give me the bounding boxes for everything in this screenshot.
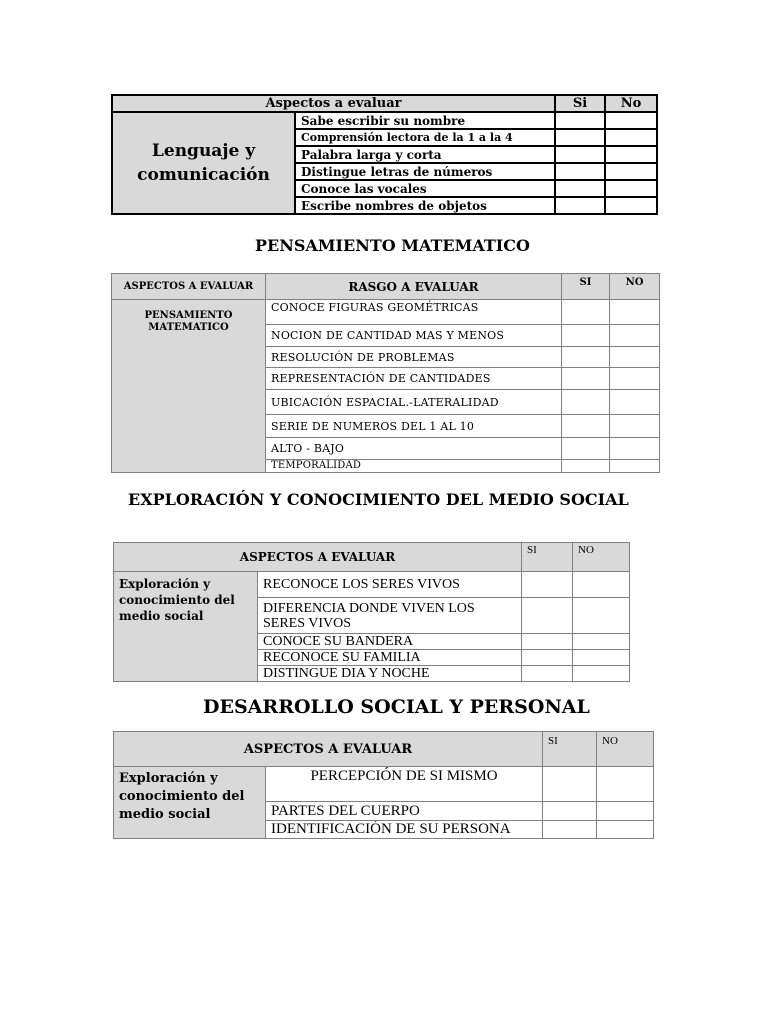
exploracion-item: RECONOCE LOS SERES VIVOS	[258, 572, 522, 598]
si-cell[interactable]	[543, 802, 597, 821]
desarrollo-si-header: SI	[543, 732, 597, 767]
matematico-title: PENSAMIENTO MATEMATICO	[255, 236, 530, 255]
no-cell[interactable]	[610, 368, 660, 390]
desarrollo-no-header: NO	[597, 732, 654, 767]
matematico-item: TEMPORALIDAD	[266, 460, 562, 473]
exploracion-item: DIFERENCIA DONDE VIVEN LOS SERES VIVOS	[258, 598, 522, 634]
exploracion-no-header: NO	[573, 543, 630, 572]
no-cell[interactable]	[610, 438, 660, 460]
si-cell[interactable]	[522, 598, 573, 634]
si-cell[interactable]	[555, 180, 605, 197]
no-cell[interactable]	[573, 598, 630, 634]
no-cell[interactable]	[610, 390, 660, 415]
no-cell[interactable]	[605, 163, 657, 180]
no-cell[interactable]	[610, 347, 660, 368]
si-cell[interactable]	[555, 146, 605, 163]
exploracion-item: DISTINGUE DIA Y NOCHE	[258, 666, 522, 682]
no-cell[interactable]	[597, 767, 654, 802]
lenguaje-header: Aspectos a evaluar	[112, 95, 555, 112]
si-cell[interactable]	[562, 347, 610, 368]
matematico-area: PENSAMIENTO MATEMATICO	[112, 300, 266, 473]
matematico-item: REPRESENTACIÓN DE CANTIDADES	[266, 368, 562, 390]
si-cell[interactable]	[562, 438, 610, 460]
no-cell[interactable]	[605, 197, 657, 214]
desarrollo-header: ASPECTOS A EVALUAR	[114, 732, 543, 767]
desarrollo-area: Exploración y conocimiento del medio social	[114, 767, 266, 839]
si-cell[interactable]	[555, 129, 605, 146]
matematico-si-header: SI	[562, 274, 610, 300]
exploracion-item: CONOCE SU BANDERA	[258, 634, 522, 650]
exploracion-title: EXPLORACIÓN Y CONOCIMIENTO DEL MEDIO SOCIAL	[128, 490, 629, 509]
no-cell[interactable]	[605, 146, 657, 163]
no-cell[interactable]	[597, 821, 654, 839]
si-cell[interactable]	[562, 390, 610, 415]
exploracion-table	[113, 542, 630, 682]
no-cell[interactable]	[573, 572, 630, 598]
lenguaje-item: Conoce las vocales	[295, 180, 555, 197]
no-cell[interactable]	[610, 460, 660, 473]
si-cell[interactable]	[555, 163, 605, 180]
si-cell[interactable]	[562, 300, 610, 325]
desarrollo-title: DESARROLLO SOCIAL Y PERSONAL	[203, 696, 590, 718]
desarrollo-table	[113, 731, 654, 839]
desarrollo-item: PARTES DEL CUERPO	[266, 802, 543, 821]
matematico-item: UBICACIÓN ESPACIAL.-LATERALIDAD	[266, 390, 562, 415]
no-cell[interactable]	[597, 802, 654, 821]
si-cell[interactable]	[543, 767, 597, 802]
desarrollo-item: PERCEPCIÓN DE SI MISMO	[266, 767, 543, 802]
no-cell[interactable]	[610, 415, 660, 438]
no-cell[interactable]	[610, 300, 660, 325]
matematico-item: RESOLUCIÓN DE PROBLEMAS	[266, 347, 562, 368]
exploracion-item: RECONOCE SU FAMILIA	[258, 650, 522, 666]
matematico-item: ALTO - BAJO	[266, 438, 562, 460]
matematico-item: SERIE DE NUMEROS DEL 1 AL 10	[266, 415, 562, 438]
matematico-item: NOCION DE CANTIDAD MAS Y MENOS	[266, 325, 562, 347]
no-cell[interactable]	[573, 650, 630, 666]
si-cell[interactable]	[562, 460, 610, 473]
si-cell[interactable]	[555, 197, 605, 214]
no-cell[interactable]	[605, 112, 657, 129]
si-cell[interactable]	[522, 634, 573, 650]
no-cell[interactable]	[573, 634, 630, 650]
lenguaje-item: Comprensión lectora de la 1 a la 4	[295, 129, 555, 146]
si-cell[interactable]	[543, 821, 597, 839]
lenguaje-no-header: No	[605, 95, 657, 112]
lenguaje-item: Sabe escribir su nombre	[295, 112, 555, 129]
si-cell[interactable]	[562, 325, 610, 347]
matematico-table	[111, 273, 660, 473]
si-cell[interactable]	[522, 666, 573, 682]
si-cell[interactable]	[522, 572, 573, 598]
matematico-item: CONOCE FIGURAS GEOMÉTRICAS	[266, 300, 562, 325]
matematico-aspectos-header: ASPECTOS A EVALUAR	[112, 274, 266, 300]
no-cell[interactable]	[605, 129, 657, 146]
exploracion-si-header: SI	[522, 543, 573, 572]
si-cell[interactable]	[562, 415, 610, 438]
si-cell[interactable]	[555, 112, 605, 129]
exploracion-header: ASPECTOS A EVALUAR	[114, 543, 522, 572]
lenguaje-item: Distingue letras de números	[295, 163, 555, 180]
exploracion-area: Exploración y conocimiento del medio social	[114, 572, 258, 682]
lenguaje-table	[111, 94, 658, 215]
no-cell[interactable]	[605, 180, 657, 197]
no-cell[interactable]	[610, 325, 660, 347]
si-cell[interactable]	[562, 368, 610, 390]
lenguaje-item: Palabra larga y corta	[295, 146, 555, 163]
lenguaje-si-header: Si	[555, 95, 605, 112]
matematico-rasgo-header: RASGO A EVALUAR	[266, 274, 562, 300]
matematico-no-header: NO	[610, 274, 660, 300]
si-cell[interactable]	[522, 650, 573, 666]
lenguaje-item: Escribe nombres de objetos	[295, 197, 555, 214]
desarrollo-item: IDENTIFICACIÓN DE SU PERSONA	[266, 821, 543, 839]
lenguaje-area: Lenguaje y comunicación	[112, 112, 295, 214]
no-cell[interactable]	[573, 666, 630, 682]
